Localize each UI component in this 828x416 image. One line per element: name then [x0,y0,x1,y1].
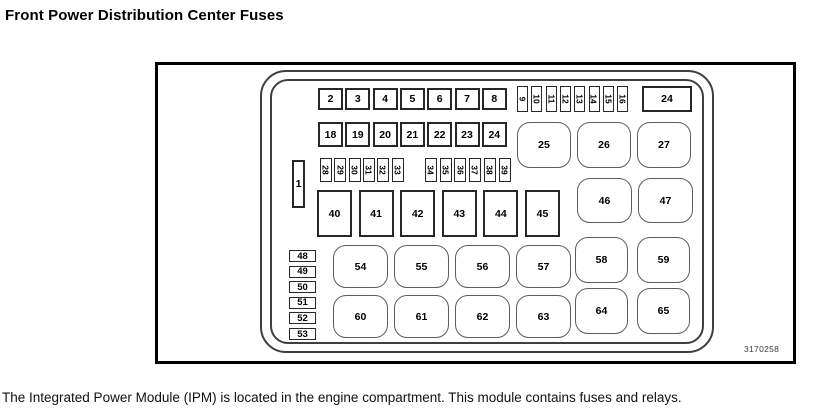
fuse-label: 63 [537,310,550,323]
fuse-label: 56 [476,260,489,273]
fuse-label: 42 [411,207,424,220]
fusebox-inner-shell [270,79,704,344]
fuse-label: 35 [440,165,451,175]
fuse-label: 30 [349,165,360,175]
fuse-label: 52 [297,312,308,324]
fuse-label: 45 [536,207,549,220]
fuse-label: 60 [354,310,367,323]
fuse-label: 48 [297,250,308,262]
fuse-label: 22 [433,128,446,141]
fuse-label: 41 [370,207,382,220]
fuse-label: 1 [295,178,302,190]
fuse-label: 61 [415,310,428,323]
fuse-label: 53 [297,328,308,340]
caption-text: The Integrated Power Module (IPM) is located in the engine compartment. This module contains fuses and relays. [2,390,682,405]
fuse-label: 6 [436,93,443,105]
fuse-label: 57 [537,260,550,273]
fuse-label: 33 [392,165,403,175]
fuse-label: 39 [499,165,510,175]
fuse-label: 3 [354,93,361,105]
fuse-label: 59 [657,254,670,266]
fuse-label: 15 [603,94,614,104]
fuse-label: 65 [657,305,670,317]
fuse-label: 54 [354,260,367,273]
fuse-label: 55 [415,260,428,273]
fuse-label: 43 [453,207,466,220]
fuse-label: 47 [659,194,672,207]
fuse-label: 9 [517,96,528,102]
fuse-label: 27 [658,139,670,151]
fuse-label: 46 [598,194,611,207]
fuse-label: 8 [491,93,498,105]
fuse-label: 7 [464,93,470,105]
fuse-label: 24 [661,93,673,105]
fuse-label: 36 [455,165,466,175]
figure-number: 3170258 [744,344,780,354]
fuse-label: 10 [531,94,542,104]
fuse-label: 19 [351,128,364,141]
fuse-label: 25 [538,139,550,151]
fuse-label: 62 [476,310,489,323]
fuse-label: 2 [327,93,334,105]
fuse-label: 29 [335,165,346,175]
fuse-label: 50 [297,281,308,293]
fuse-label: 37 [470,165,481,175]
page-title: Front Power Distribution Center Fuses [5,7,284,24]
fuse-label: 38 [484,165,495,175]
fuse-label: 34 [426,165,436,175]
fuse-label: 5 [409,93,416,105]
fuse-label: 31 [363,165,374,175]
fuse-label: 28 [321,165,331,175]
fuse-label: 24 [488,128,501,141]
fuse-label: 21 [406,128,419,141]
fuse-label: 26 [598,139,610,151]
fuse-label: 4 [382,93,389,105]
fuse-label: 40 [328,207,341,220]
fuse-label: 64 [595,305,608,317]
fuse-label: 51 [297,297,308,309]
fuse-label: 58 [595,254,608,266]
fuse-label: 14 [589,94,599,104]
fuse-label: 13 [574,94,585,104]
fuse-label: 11 [546,94,557,104]
fuse-label: 32 [378,165,389,175]
fuse-label: 16 [617,94,628,104]
fuse-label: 44 [495,207,507,220]
fuse-label: 49 [297,266,308,278]
fuse-label: 18 [324,128,337,141]
fuse-label: 23 [461,128,473,141]
fuse-label: 12 [560,94,571,104]
fuse-label: 20 [379,128,391,141]
